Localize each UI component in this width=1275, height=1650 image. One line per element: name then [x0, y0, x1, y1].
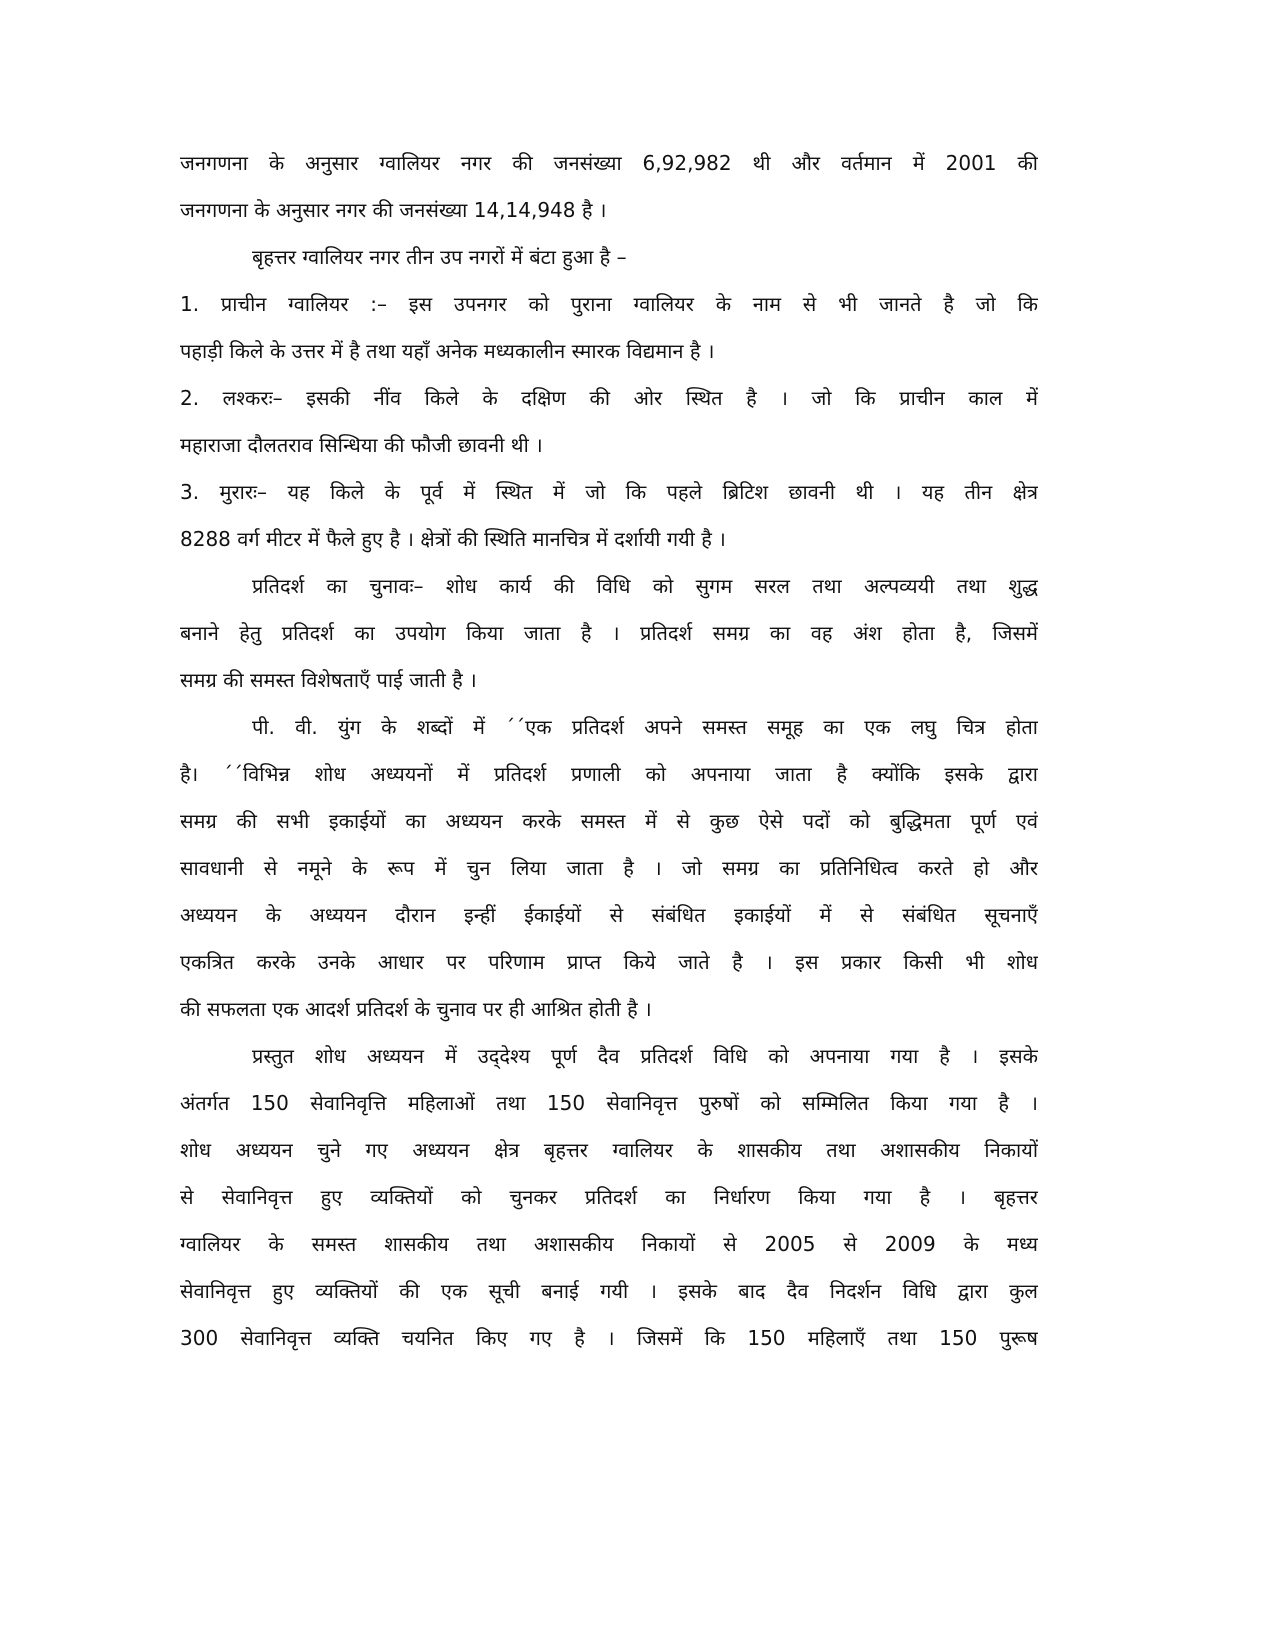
text-line: शोध अध्ययन चुने गए अध्ययन क्षेत्र बृहत्तर ग्वालियर के शासकीय तथा अशासकीय निकायों [180, 1138, 1038, 1162]
text-line: से सेवानिवृत्त हुए व्यक्तियों को चुनकर प्रतिदर्श का निर्धारण किया गया है । बृहत्तर [180, 1185, 1038, 1209]
text-line: सेवानिवृत्त हुए व्यक्तियों की एक सूची बनाई गयी । इसके बाद दैव निदर्शन विधि द्वारा कुल [180, 1279, 1038, 1303]
text-line: की सफलता एक आदर्श प्रतिदर्श के चुनाव पर ही आश्रित होती है । [180, 997, 652, 1021]
text-line: अंतर्गत 150 सेवानिवृत्ति महिलाओं तथा 150 सेवानिवृत्त पुरुषों को सम्मिलित किया गया है । [180, 1091, 1038, 1115]
text-line: जनगणना के अनुसार नगर की जनसंख्या 14,14,948 है । [180, 198, 607, 222]
text-line: समग्र की समस्त विशेषताएँ पाई जाती है । [180, 668, 477, 692]
text-line: 2. लश्करः– इसकी नींव किले के दक्षिण की ओर स्थित है । जो कि प्राचीन काल में [180, 386, 1038, 410]
text-line: 8288 वर्ग मीटर में फैले हुए है । क्षेत्रों की स्थिति मानचित्र में दर्शायी गयी है । [180, 527, 726, 551]
text-line: पी. वी. युंग के शब्दों में ´´एक प्रतिदर्श अपने समस्त समूह का एक लघु चित्र होता [252, 715, 1038, 739]
text-line: बनाने हेतु प्रतिदर्श का उपयोग किया जाता है । प्रतिदर्श समग्र का वह अंश होता है, जिसमें [180, 621, 1038, 645]
text-line: पहाड़ी किले के उत्तर में है तथा यहाँ अनेक मध्यकालीन स्मारक विद्यमान है । [180, 339, 715, 363]
text-line: 1. प्राचीन ग्वालियर :– इस उपनगर को पुराना ग्वालियर के नाम से भी जानते है जो कि [180, 292, 1038, 316]
text-line: अध्ययन के अध्ययन दौरान इन्हीं ईकाईयों से संबंधित इकाईयों में से संबंधित सूचनाएँ [180, 903, 1038, 927]
document-body [180, 140, 1038, 1362]
text-line: ग्वालियर के समस्त शासकीय तथा अशासकीय निकायों से 2005 से 2009 के मध्य [180, 1232, 1038, 1256]
text-line: समग्र की सभी इकाईयों का अध्ययन करके समस्त में से कुछ ऐसे पदों को बुद्धिमता पूर्ण एवं [180, 809, 1038, 833]
text-line: है। ´´विभिन्न शोध अध्ययनों में प्रतिदर्श प्रणाली को अपनाया जाता है क्योंकि इसके द्वारा [180, 762, 1038, 786]
text-line: 300 सेवानिवृत्त व्यक्ति चयनित किए गए है । जिसमें कि 150 महिलाएँ तथा 150 पुरूष [180, 1326, 1038, 1350]
text-line: एकत्रित करके उनके आधार पर परिणाम प्राप्त किये जाते है । इस प्रकार किसी भी शोध [180, 950, 1038, 974]
text-line: सावधानी से नमूने के रूप में चुन लिया जाता है । जो समग्र का प्रतिनिधित्व करते हो और [180, 856, 1038, 880]
text-line: बृहत्तर ग्वालियर नगर तीन उप नगरों में बंटा हुआ है – [252, 245, 627, 269]
text-line: महाराजा दौलतराव सिन्धिया की फौजी छावनी थी । [180, 433, 543, 457]
text-line: 3. मुरारः– यह किले के पूर्व में स्थित में जो कि पहले ब्रिटिश छावनी थी । यह तीन क्षेत्र [180, 480, 1038, 504]
text-line: जनगणना के अनुसार ग्वालियर नगर की जनसंख्या 6,92,982 थी और वर्तमान में 2001 की [180, 151, 1038, 175]
text-line: प्रतिदर्श का चुनावः– शोध कार्य की विधि को सुगम सरल तथा अल्पव्ययी तथा शुद्ध [252, 574, 1038, 598]
text-line: प्रस्तुत शोध अध्ययन में उद्‌देश्य पूर्ण दैव प्रतिदर्श विधि को अपनाया गया है । इसके [252, 1044, 1038, 1068]
